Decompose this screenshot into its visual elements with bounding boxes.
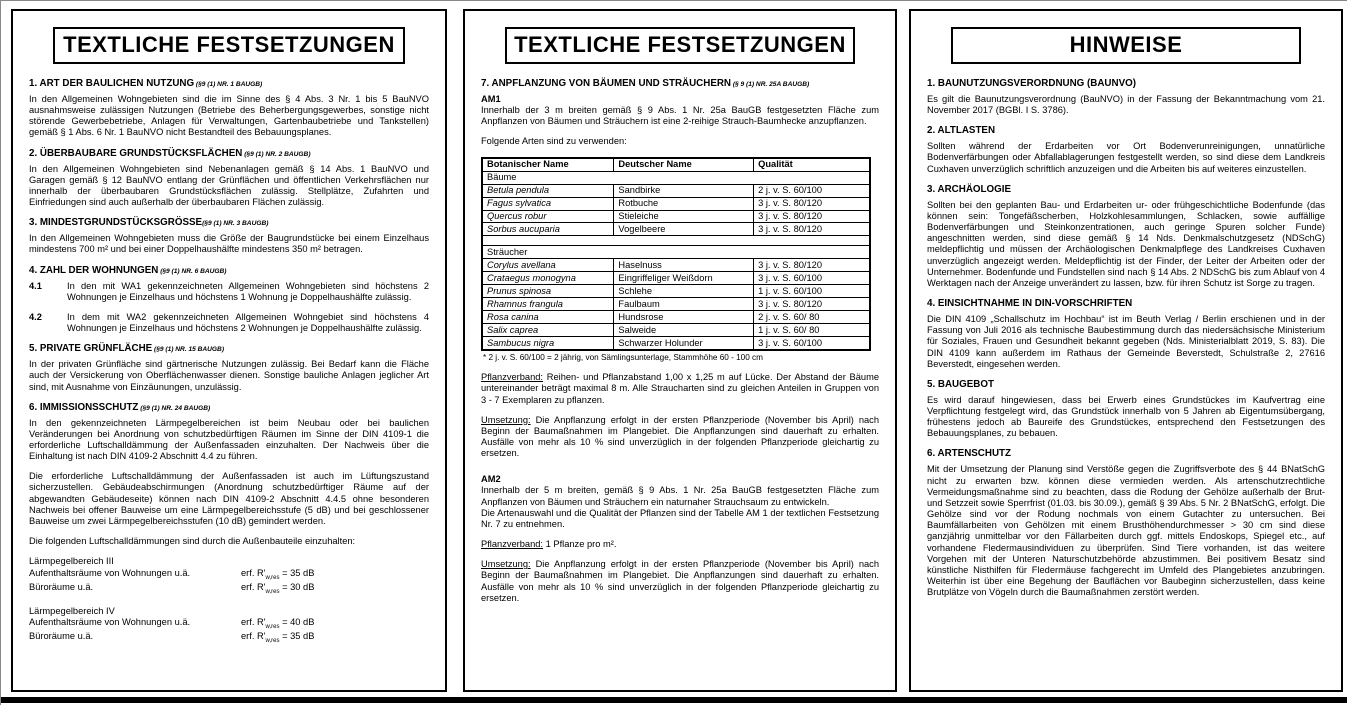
section-5-heading (29, 343, 429, 354)
section-1-title: 1. ART DER BAULICHEN NUTZUNG (29, 78, 195, 89)
section-1-body: In den Allgemeinen Wohngebieten sind die im Sinne des § 4 Abs. 3 Nr. 1 bis 5 BauNVO ausnahmsweise zulässigen Nutzungen (Betriebe des Beherbergungsgewerbes, sonstige nicht störende Gewerbebetriebe, Anlagen für Verwaltungen, Gartenbaubetriebe und Tankstellen) gemäß § 1 Abs. 6 Nr. 1 BauNVO nicht Bestandteil des Bebauungsplanes. (29, 94, 429, 138)
table-header-row (482, 158, 870, 171)
item-text: In den mit WA1 gekennzeichneten Allgemeinen Wohngebieten sind höchstens 2 Wohnungen je Einzelhaus und höchstens 1 Wohnung je Doppelhaushälfte zulässig. (67, 280, 429, 302)
section-2-body: In den Allgemeinen Wohngebieten sind Nebenanlagen gemäß § 14 Abs. 1 BauNVO und Garagen gemäß § 12 BauNVO entlang der Grünflächen und öffentlichen Verkehrsflächen nur innerhalb der überbaubaren Grundstücksflächen zulässig. Stellplätze, Zufahrten und Einfriedungen sind auch außerhalb der überbaubaren Flächen zulässig. (29, 163, 429, 208)
hinweis-2-body: Sollten während der Erdarbeiten vor Ort Bodenverunreinigungen, unnatürliche Bodenverfärbungen oder Abfallablagerungen festgestellt werden, so sind diese dem Landkreis Cuxhaven unverzüglich schriftlich anzuzeigen und die Arbeiten bis auf weiteres einzustellen. (927, 141, 1325, 174)
hinweis-6-heading: 6. ARTENSCHUTZ (927, 448, 1012, 460)
hinweis-4-body: Die DIN 4109 „Schallschutz im Hochbau“ ist im Beuth Verlag / Berlin erschienen und in der Fassung von Juli 2016 als technische Baubestimmung durch das niedersächsische Ministerium für Soziales, Frauen und Gesundheit bekannt gegeben (Nds. Ministerialblatt 2019, S. 83). Die DIN 4109 kann außerdem im Rathaus der Gemeinde Beverstedt, Schulstraße 2, 27616 Beverstedt, eingesehen werden. (927, 314, 1325, 369)
panel-hinweise (909, 9, 1343, 692)
section-6-heading (29, 402, 429, 413)
section-4-title: 4. ZAHL DER WOHNUNGEN (29, 264, 159, 276)
required-sound-insulation: erf. $R'_{w,res} = 40$ dB (241, 617, 315, 631)
table-row: Rhamnus frangula Faulbaum 3 j. v. S. 80/120 (482, 298, 870, 311)
pflanzverband-label: Pflanzverband: (481, 539, 544, 550)
hinweis-1-heading: 1. BAUNUTZUNGSVERORDNUNG (BAUNVO) (927, 78, 1137, 89)
am1-species-intro: Folgende Arten sind zu verwenden: (481, 136, 627, 147)
section-7-title: 7. ANPFLANZUNG VON BÄUMEN UND STRÄUCHERN (481, 78, 732, 89)
noise-level-block-4 (29, 606, 429, 646)
section-6-legal-ref: (§9 (1) NR. 24 BAUGB) (138, 404, 211, 412)
table-row: Fagus sylvatica Rotbuche 3 j. v. S. 80/120 (482, 197, 870, 210)
required-sound-insulation: erf. $R'_{w,res} = 35$ dB (241, 567, 315, 581)
group-row-shrubs: Sträucher (482, 246, 870, 259)
section-1-heading (29, 78, 429, 89)
am1-body: Innerhalb der 3 m breiten gemäß § 9 Abs. 1 Nr. 25a BauGB festgesetzten Fläche zum Anpflanzen von Bäumen und Sträuchern ist eine 2-reihige Strauch-Baumhecke anzupflanzen. (481, 105, 879, 127)
panel1-title: TEXTLICHE FESTSETZUNGEN (53, 27, 405, 64)
table-row: Crataegus monogyna Eingriffeliger Weißdorn 3 j. v. S. 60/100 (482, 272, 870, 285)
umsetzung-label: Umsetzung: (481, 559, 531, 570)
section-3-body: In den Allgemeinen Wohngebieten muss die Größe der Baugrundstücke bei einem Einzelhaus mindestens 700 m² und bei einer Doppelhaushälfte mindestens 350 m² betragen. (29, 233, 429, 255)
umsetzung-label: Umsetzung: (481, 414, 531, 425)
plant-species-table (481, 157, 871, 352)
noise-block-label-row (29, 606, 429, 617)
section-2-title: 2. ÜBERBAUBARE GRUNDSTÜCKSFLÄCHEN (29, 147, 243, 159)
section-2-heading (29, 148, 429, 159)
room-type: Büroräume u.ä. (29, 631, 94, 642)
am2-line-2: Die Artenauswahl und die Qualität der Pflanzen sind der Tabelle AM 1 der textlichen Festsetzung Nr. 7 zu entnehmen. (481, 507, 879, 529)
hinweis-3-heading: 3. ARCHÄOLOGIE (927, 183, 1012, 195)
section-6-para-3: Die folgenden Luftschalldämmungen sind durch die Außenbauteile einzuhalten: (29, 536, 356, 547)
room-type: Aufenthaltsräume von Wohnungen u.ä. (29, 617, 191, 628)
noise-row (29, 617, 429, 631)
am2-label: AM2 (481, 474, 501, 485)
table-footnote: * 2 j. v. S. 60/100 = 2 jährig, von Sämlingsunterlage, Stammhöhe 60 - 100 cm (483, 353, 763, 363)
table-row: Betula pendula Sandbirke 2 j. v. S. 60/100 (482, 184, 870, 197)
section-3-legal-ref: (§9 (1) NR. 3 BAUGB) (202, 220, 269, 228)
room-type: Büroräume u.ä. (29, 581, 94, 592)
item-text: In dem mit WA2 gekennzeichneten Allgemeinen Wohngebiet sind höchstens 4 Wohnungen je Einzelhaus und höchstens 2 Wohnungen je Doppelhaushälfte zulässig. (67, 311, 429, 334)
panel3-title: HINWEISE (951, 27, 1301, 64)
section-7-heading (481, 78, 879, 89)
noise-level-block-3 (29, 556, 429, 596)
noise-block-label: Lärmpegelbereich IV (29, 605, 115, 616)
table-row: Sambucus nigra Schwarzer Holunder 3 j. v. S. 60/100 (482, 337, 870, 350)
section-5-legal-ref: (§9 (1) NR. 15 BAUGB) (152, 346, 225, 354)
item-number: 4.1 (29, 280, 42, 291)
table-row: Sorbus aucuparia Vogelbeere 3 j. v. S. 80/120 (482, 223, 870, 236)
col-header-quality: Qualität (754, 158, 870, 171)
am1-umsetzung: Umsetzung: Die Anpflanzung erfolgt in der ersten Pflanzperiode (November bis April) nach Beginn der Baumaßnahmen im Plangebiet. Die Anpflanzungen sind dauerhaft zu erhalten. Ausfälle von mehr als 10 % sind unverzüglich in der folgenden Pflanzperiode gleichartig zu ersetzen. (481, 414, 879, 459)
table-row: Salix caprea Salweide 1 j. v. S. 60/ 80 (482, 324, 870, 337)
hinweis-1-body: Es gilt die Baunutzungsverordnung (BauNVO) in der Fassung der Bekanntmachung vom 21. November 2017 (BGBl. I S. 3786). (927, 94, 1325, 116)
col-header-botanical: Botanischer Name (482, 158, 614, 171)
am1-pflanzverband: Pflanzverband: Reihen- und Pflanzabstand 1,00 x 1,25 m auf Lücke. Der Abstand der Bäume untereinander beträgt maximal 8 m. Alle Straucharten sind zu gleichen Anteilen in Gruppen von 3 - 7 Exemplaren zu pflanzen. (481, 372, 879, 405)
section-5-body: In der privaten Grünfläche sind gärtnerische Nutzungen zulässig. Bei Bedarf kann die Fläche auch der Versickerung von Oberflächenwasser dienen. Sonstige bauliche Anlagen jeglicher Art sind, mit Ausnahme von Einzäunungen, unzulässig. (29, 359, 429, 392)
section-4-heading (29, 265, 429, 276)
section-4-item-1 (29, 281, 429, 303)
group-row-trees: Bäume (482, 171, 870, 184)
hinweis-2-heading: 2. ALTLASTEN (927, 125, 996, 137)
section-4-item-2 (29, 312, 429, 334)
section-5-title: 5. PRIVATE GRÜNFLÄCHE (29, 343, 153, 355)
hinweis-5-heading: 5. BAUGEBOT (927, 378, 994, 390)
section-6-para-1: In den gekennzeichneten Lärmpegelbereichen ist beim Neubau oder bei baulichen Veränderungen bei Anordnung von schutzbedürftigen Räumen im Sinne der DIN 4109-1 die erforderliche Luftschalldämmung der Außenfassaden einzuhalten. Der Nachweis über die Einhaltung ist nach DIN 4109-2 Abschnitt 4.4 zu führen. (29, 417, 429, 462)
pflanzverband-label: Pflanzverband: (481, 372, 544, 383)
noise-block-label-row (29, 556, 429, 567)
section-1-legal-ref: (§9 (1) NR. 1 BAUGB) (194, 81, 263, 88)
hinweis-3-body: Sollten bei den geplanten Bau- und Erdarbeiten ur- oder frühgeschichtliche Bodenfunde (das können sein: Tongefäßscherben, Holzkohlesammlungen, Schlacken, sowie auffällige Bodenverfärbungen und Steinkonzentrationen, auch geringe Spuren solcher Funde) angeschnitten werden, sind diese gemäß § 14 Nds. Denkmalschutzgesetz (NDSchG) meldepflichtig und müssen der Archäologischen Denkmalpflege des Landkreises Cuxhaven unverzüglich angezeigt werden. Meldepflichtig ist der Finder, der Leiter der Arbeiten oder der Unternehmer. Bodenfunde und Fundstellen sind nach § 14 Abs. 2 NDSchG bis zum Ablauf von 4 Werktagen nach der Anzeige unverändert zu lassen, bzw. für ihren Schutz ist Sorge zu tragen. (927, 199, 1325, 288)
am2-line-1: Innerhalb der 5 m breiten, gemäß § 9 Abs. 1 Nr. 25a BauGB festgesetzten Fläche zum Anpflanzen von Bäumen und Sträuchern ein naturnaher Strauchsaum zu entwickeln. (481, 485, 879, 507)
noise-row (29, 568, 429, 582)
panel2-title: TEXTLICHE FESTSETZUNGEN (505, 27, 855, 64)
hinweis-5-body: Es wird darauf hingewiesen, dass bei Erwerb eines Grundstückes im Kaufvertrag eine Verpflichtung festgelegt wird, das Grundstück innerhalb von 5 Jahren ab Eigentumsübergang, frühestens jedoch ab Baureife des Grundstückes, entsprechend den Festsetzungen des Bebauungsplanes, zu bebauen. (927, 394, 1325, 439)
am1-label: AM1 (481, 94, 501, 104)
room-type: Aufenthaltsräume von Wohnungen u.ä. (29, 567, 191, 578)
section-6-para-2: Die erforderliche Luftschalldämmung der Außenfassaden ist auch im Lüftungszustand sicherzustellen. Gebäudeabschirmungen (Anordnung schutzbedürftiger Räume auf der abgewandten Gebäudeseite) können nach DIN 4109-2 Abschnitt 4.4.5 ohne besonderen Nachweis bei offener Bauweise um eine Lärmpegelbereichsstufe (5 dB) und bei geschlossener Bauweise um zwei Lärmpegelbereichsstufen (10 dB) gemindert werden. (29, 471, 429, 526)
section-4-legal-ref: (§9 (1) NR. 6 BAUGB) (158, 267, 227, 275)
panel-textliche-festsetzungen-1 (11, 9, 447, 692)
table-row: Prunus spinosa Schlehe 1 j. v. S. 60/100 (482, 285, 870, 298)
sheet-bottom-rule (1, 697, 1347, 703)
section-2-legal-ref: (§9 (1) NR. 2 BAUGB) (242, 150, 311, 158)
required-sound-insulation: erf. $R'_{w,res} = 30$ dB (241, 581, 315, 595)
item-number: 4.2 (29, 311, 42, 322)
am2-umsetzung: Umsetzung: Die Anpflanzung erfolgt in der ersten Pflanzperiode (November bis April) nach Beginn der Baumaßnahmen im Plangebiet. Die Anpflanzungen sind dauerhaft zu erhalten. Ausfälle von mehr als 10 % sind unverzüglich in der folgenden Pflanzperiode gleichartig zu ersetzen. (481, 559, 879, 603)
panel-textliche-festsetzungen-2 (463, 9, 897, 692)
col-header-german: Deutscher Name (614, 158, 754, 171)
hinweis-4-heading: 4. EINSICHTNAHME IN DIN-VORSCHRIFTEN (927, 298, 1133, 310)
required-sound-insulation: erf. $R'_{w,res} = 35$ dB (241, 631, 315, 645)
hinweis-6-body: Mit der Umsetzung der Planung sind Verstöße gegen die Zugriffsverbote des § 44 BNatSchG nicht zu erwarten bzw. können diese vermieden werden. Als artenschutzrechtliche Vermeidungsmaßnahme sind zu beachten, dass die Rodung der Gehölze außerhalb der Brut- und Setzzeit sowie Sperrfrist (01.03. bis 30.09.), gemäß § 39 Abs. 5 Nr. 2 BNatSchG, erfolgt. Die Gehölze sind vor der Rodung nochmals von einem Gutachter zu untersuchen. Bei Baumfällarbeiten von Gehölzen mit einem Brusthöhendurchmesser > 30 cm sind diese ganzjährig unmittelbar vor den Fällarbeiten durch ggf. mittels Endoskops, Spiegel etc., auf vorhandene Fledermausindividuen zu überprüfen. Sind Tiere vorhanden, ist das weitere Vorgehen mit der Unteren Naturschutzbehörde abzustimmen. Bei positivem Besatz sind künstliche Nisthilfen für Fledermäuse fachgerecht im Umfeld des Plangebietes anzubringen. Weiterhin ist über eine Begehung der Bauflächen vor Baubeginn sicherzustellen, dass keine Brutplätze von Vögeln durch die Baumaßnahmen zerstört werden. (927, 464, 1325, 598)
noise-block-label: Lärmpegelbereich III (29, 556, 114, 567)
table-row: Corylus avellana Haselnuss 3 j. v. S. 80/120 (482, 259, 870, 272)
section-7-legal-ref: (§ 9 (1) NR. 25A BAUGB) (731, 81, 810, 88)
spacer-row (482, 236, 870, 246)
section-3-heading (29, 217, 429, 228)
table-row: Quercus robur Stieleiche 3 j. v. S. 80/120 (482, 210, 870, 223)
am2-pflanzverband: Pflanzverband: 1 Pflanze pro m². (481, 539, 617, 550)
noise-row (29, 631, 429, 645)
noise-row (29, 582, 429, 596)
section-3-title: 3. MINDESTGRUNDSTÜCKSGRÖSSE (29, 217, 203, 229)
section-6-title: 6. IMMISSIONSSCHUTZ (29, 401, 139, 413)
table-row: Rosa canina Hundsrose 2 j. v. S. 60/ 80 (482, 311, 870, 324)
